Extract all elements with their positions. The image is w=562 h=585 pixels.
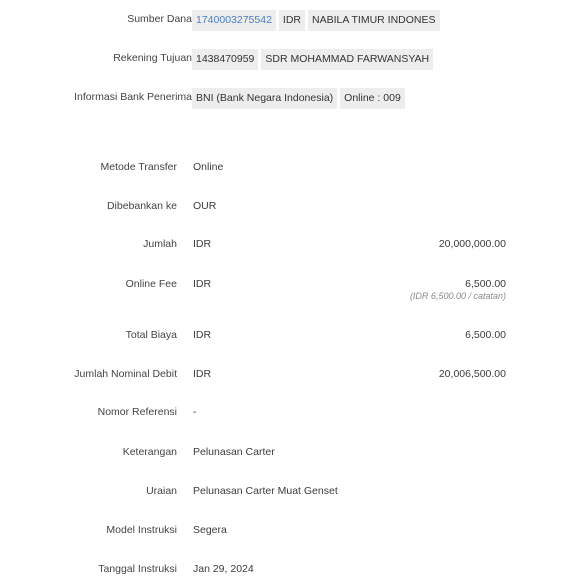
sumber-dana-currency: IDR [279,10,305,31]
tanggal-instruksi-label: Tanggal Instruksi [98,563,177,575]
dibebankan-ke-label: Dibebankan ke [106,200,177,212]
sumber-dana-account-link[interactable]: 1740003275542 [192,10,276,31]
uraian-value: Pelunasan Carter Muat Genset [193,485,338,497]
online-fee-amount: 6,500.00 [465,278,506,290]
online-fee-note: (IDR 6,500.00 / catatan) [409,291,506,301]
tanggal-instruksi-value: Jan 29, 2024 [193,563,254,575]
nomor-referensi-value: - [193,406,197,418]
bank-code: Online : 009 [340,88,405,109]
rekening-tujuan-account: 1438470959 [192,49,258,70]
total-biaya-amount: 6,500.00 [465,329,506,341]
total-biaya-label: Total Biaya [125,329,177,341]
dibebankan-ke-value: OUR [193,200,217,212]
online-fee-label: Online Fee [125,278,177,290]
uraian-label: Uraian [146,485,177,497]
informasi-bank-label: Informasi Bank Penerima [74,91,192,103]
bank-name: BNI (Bank Negara Indonesia) [192,88,337,109]
nomor-referensi-label: Nomor Referensi [97,406,177,418]
rekening-tujuan-label: Rekening Tujuan [113,52,192,64]
model-instruksi-label: Model Instruksi [106,524,177,536]
total-biaya-currency: IDR [193,329,212,341]
sumber-dana-chips [192,10,440,31]
informasi-bank-chips [192,88,405,109]
jumlah-nominal-debit-currency: IDR [193,368,212,380]
jumlah-currency: IDR [193,238,212,250]
keterangan-label: Keterangan [122,446,177,458]
sumber-dana-label: Sumber Dana [127,13,192,25]
metode-transfer-label: Metode Transfer [100,161,177,173]
jumlah-nominal-debit-label: Jumlah Nominal Debit [74,368,177,380]
jumlah-amount: 20,000,000.00 [438,238,506,250]
sumber-dana-name: NABILA TIMUR INDONES [308,10,440,31]
jumlah-label: Jumlah [143,238,177,250]
keterangan-value: Pelunasan Carter [193,446,275,458]
rekening-tujuan-chips [192,49,433,70]
jumlah-nominal-debit-amount: 20,006,500.00 [438,368,506,380]
model-instruksi-value: Segera [193,524,227,536]
rekening-tujuan-name: SDR MOHAMMAD FARWANSYAH [261,49,433,70]
online-fee-currency: IDR [193,278,212,290]
metode-transfer-value: Online [193,161,224,173]
